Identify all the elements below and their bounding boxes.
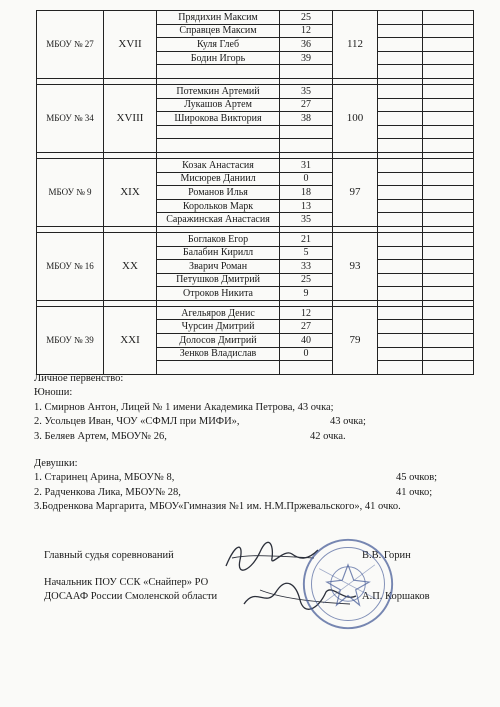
table-row (37, 232, 474, 246)
boys-result-1-text: 1. Смирнов Антон, Лицей № 1 имени Академика Петрова, 43 очка; (34, 401, 334, 413)
girls-result-1-points: 45 очков; (396, 472, 438, 484)
empty-cell (423, 361, 474, 375)
participant-name-cell: Куля Глеб (157, 38, 280, 52)
empty-cell (423, 320, 474, 334)
participant-name-cell: Козак Анастасия (157, 158, 280, 172)
empty-cell (378, 287, 423, 301)
empty-cell (378, 306, 423, 320)
empty-cell (423, 246, 474, 260)
participant-score-cell: 12 (280, 24, 333, 38)
empty-cell (378, 213, 423, 227)
team-total-cell: 79 (333, 306, 378, 374)
participant-score-cell: 27 (280, 98, 333, 112)
empty-cell (378, 11, 423, 25)
empty-cell (378, 199, 423, 213)
official-stamp-icon (300, 536, 396, 632)
participant-score-cell: 5 (280, 246, 333, 260)
participant-score-cell: 25 (280, 273, 333, 287)
empty-cell (378, 273, 423, 287)
girls-result-1-text: 1. Старинец Арина, МБОУ№ 8, (34, 472, 175, 484)
participant-score-cell: 0 (280, 172, 333, 186)
empty-cell (378, 232, 423, 246)
participant-name-cell: Романов Илья (157, 186, 280, 200)
participant-name-cell: Отроков Никита (157, 287, 280, 301)
girls-result-2-points: 41 очко; (396, 486, 433, 498)
participant-score-cell: 35 (280, 84, 333, 98)
participant-name-cell: Зварич Роман (157, 260, 280, 274)
table-row (37, 158, 474, 172)
empty-cell (423, 273, 474, 287)
girls-result-2 (34, 486, 433, 500)
boys-result-3-text: 3. Беляев Артем, МБОУ№ 26, (34, 430, 167, 442)
school-cell: МБОУ № 34 (37, 84, 104, 152)
participant-name-cell: Боглаков Егор (157, 232, 280, 246)
girls-result-2-text: 2. Радченкова Лика, МБОУ№ 28, (34, 486, 181, 498)
girls-result-3 (34, 500, 401, 514)
empty-cell (378, 186, 423, 200)
participant-score-cell: 31 (280, 158, 333, 172)
empty-cell (378, 139, 423, 153)
participant-score-cell: 39 (280, 51, 333, 65)
participant-score-cell: 9 (280, 287, 333, 301)
boys-result-2-text: 2. Усольцев Иван, ЧОУ «СФМЛ при МИФИ», (34, 416, 240, 428)
head-title-line-1: Начальник ПОУ ССК «Снайпер» РО (44, 577, 209, 588)
empty-cell (423, 287, 474, 301)
table-row (37, 84, 474, 98)
participant-score-cell: 0 (280, 347, 333, 361)
empty-cell (423, 125, 474, 139)
empty-cell (423, 112, 474, 126)
boys-result-2 (34, 415, 366, 429)
team-number-cell: XVII (104, 11, 157, 79)
girls-result-3-text: 3.Бодренкова Маргарита, МБОУ«Гимназия №1 им. Н.М.Пржевальского», 41 очко. (34, 501, 401, 513)
empty-cell (423, 65, 474, 79)
team-number-cell: XVIII (104, 84, 157, 152)
empty-cell (378, 65, 423, 79)
participant-score-cell: 35 (280, 213, 333, 227)
empty-cell (378, 260, 423, 274)
empty-cell (378, 361, 423, 375)
empty-cell (423, 232, 474, 246)
empty-cell (423, 260, 474, 274)
participant-name-cell: Балабин Кирилл (157, 246, 280, 260)
team-number-cell: XX (104, 232, 157, 300)
team-total-cell: 93 (333, 232, 378, 300)
empty-cell (378, 112, 423, 126)
participant-score-cell: 40 (280, 334, 333, 348)
participant-name-cell (157, 125, 280, 139)
empty-cell (378, 158, 423, 172)
participant-score-cell (280, 125, 333, 139)
individual-results (34, 372, 366, 444)
school-cell: МБОУ № 16 (37, 232, 104, 300)
school-cell: МБОУ № 27 (37, 11, 104, 79)
participant-name-cell (157, 139, 280, 153)
participant-score-cell (280, 139, 333, 153)
table-row (37, 306, 474, 320)
participant-name-cell: Долосов Дмитрий (157, 334, 280, 348)
girls-results (34, 457, 438, 515)
participant-score-cell: 12 (280, 306, 333, 320)
empty-cell (378, 84, 423, 98)
table-row (37, 11, 474, 25)
participant-name-cell (157, 65, 280, 79)
school-cell: МБОУ № 9 (37, 158, 104, 226)
empty-cell (423, 98, 474, 112)
judge-name: В.В. Горин (362, 550, 411, 561)
participant-score-cell: 27 (280, 320, 333, 334)
boys-heading: Юноши: (34, 387, 73, 399)
head-name: А.П. Коршаков (362, 591, 430, 602)
empty-cell (378, 246, 423, 260)
empty-cell (423, 24, 474, 38)
empty-cell (423, 11, 474, 25)
school-cell: МБОУ № 39 (37, 306, 104, 374)
empty-cell (378, 172, 423, 186)
participant-score-cell: 25 (280, 11, 333, 25)
boys-result-3 (34, 430, 346, 444)
empty-cell (378, 347, 423, 361)
boys-result-2-points: 43 очка; (330, 416, 366, 428)
participant-name-cell: Саражинская Анастасия (157, 213, 280, 227)
empty-cell (423, 84, 474, 98)
participant-score-cell: 36 (280, 38, 333, 52)
participant-name-cell: Справцев Максим (157, 24, 280, 38)
participant-name-cell: Петушков Дмитрий (157, 273, 280, 287)
boys-result-3-points: 42 очка. (310, 430, 346, 442)
participant-name-cell: Агельяров Денис (157, 306, 280, 320)
participant-score-cell (280, 65, 333, 79)
participant-score-cell: 18 (280, 186, 333, 200)
empty-cell (423, 51, 474, 65)
empty-cell (423, 172, 474, 186)
empty-cell (378, 51, 423, 65)
girls-heading: Девушки: (34, 458, 78, 469)
empty-cell (423, 38, 474, 52)
individual-heading: Личное первенство: (34, 373, 124, 384)
empty-cell (423, 186, 474, 200)
empty-cell (378, 125, 423, 139)
team-results-table (36, 10, 474, 375)
participant-score-cell: 21 (280, 232, 333, 246)
empty-cell (423, 199, 474, 213)
participant-name-cell: Мисюрев Даниил (157, 172, 280, 186)
empty-cell (378, 24, 423, 38)
participant-name-cell: Широкова Виктория (157, 112, 280, 126)
empty-cell (378, 98, 423, 112)
empty-cell (378, 334, 423, 348)
participant-name-cell: Лукашов Артем (157, 98, 280, 112)
team-total-cell: 112 (333, 11, 378, 79)
participant-score-cell: 33 (280, 260, 333, 274)
team-total-cell: 97 (333, 158, 378, 226)
empty-cell (423, 347, 474, 361)
team-total-cell: 100 (333, 84, 378, 152)
participant-name-cell: Зенков Владислав (157, 347, 280, 361)
empty-cell (423, 139, 474, 153)
participant-name-cell: Потемкин Артемий (157, 84, 280, 98)
empty-cell (423, 213, 474, 227)
empty-cell (423, 334, 474, 348)
empty-cell (423, 158, 474, 172)
participant-name-cell: Прядихин Максим (157, 11, 280, 25)
team-number-cell: XIX (104, 158, 157, 226)
girls-result-1 (34, 471, 438, 485)
participant-score-cell: 38 (280, 112, 333, 126)
empty-cell (378, 38, 423, 52)
participant-score-cell: 13 (280, 199, 333, 213)
head-title-line-2: ДОСААФ России Смоленской области (44, 591, 218, 602)
participant-name-cell: Бодин Игорь (157, 51, 280, 65)
judge-title: Главный судья соревнований (44, 550, 174, 561)
participant-name-cell: Корольков Марк (157, 199, 280, 213)
empty-cell (423, 306, 474, 320)
boys-result-1 (34, 401, 334, 415)
participant-name-cell: Чурсин Дмитрий (157, 320, 280, 334)
empty-cell (378, 320, 423, 334)
team-number-cell: XXI (104, 306, 157, 374)
